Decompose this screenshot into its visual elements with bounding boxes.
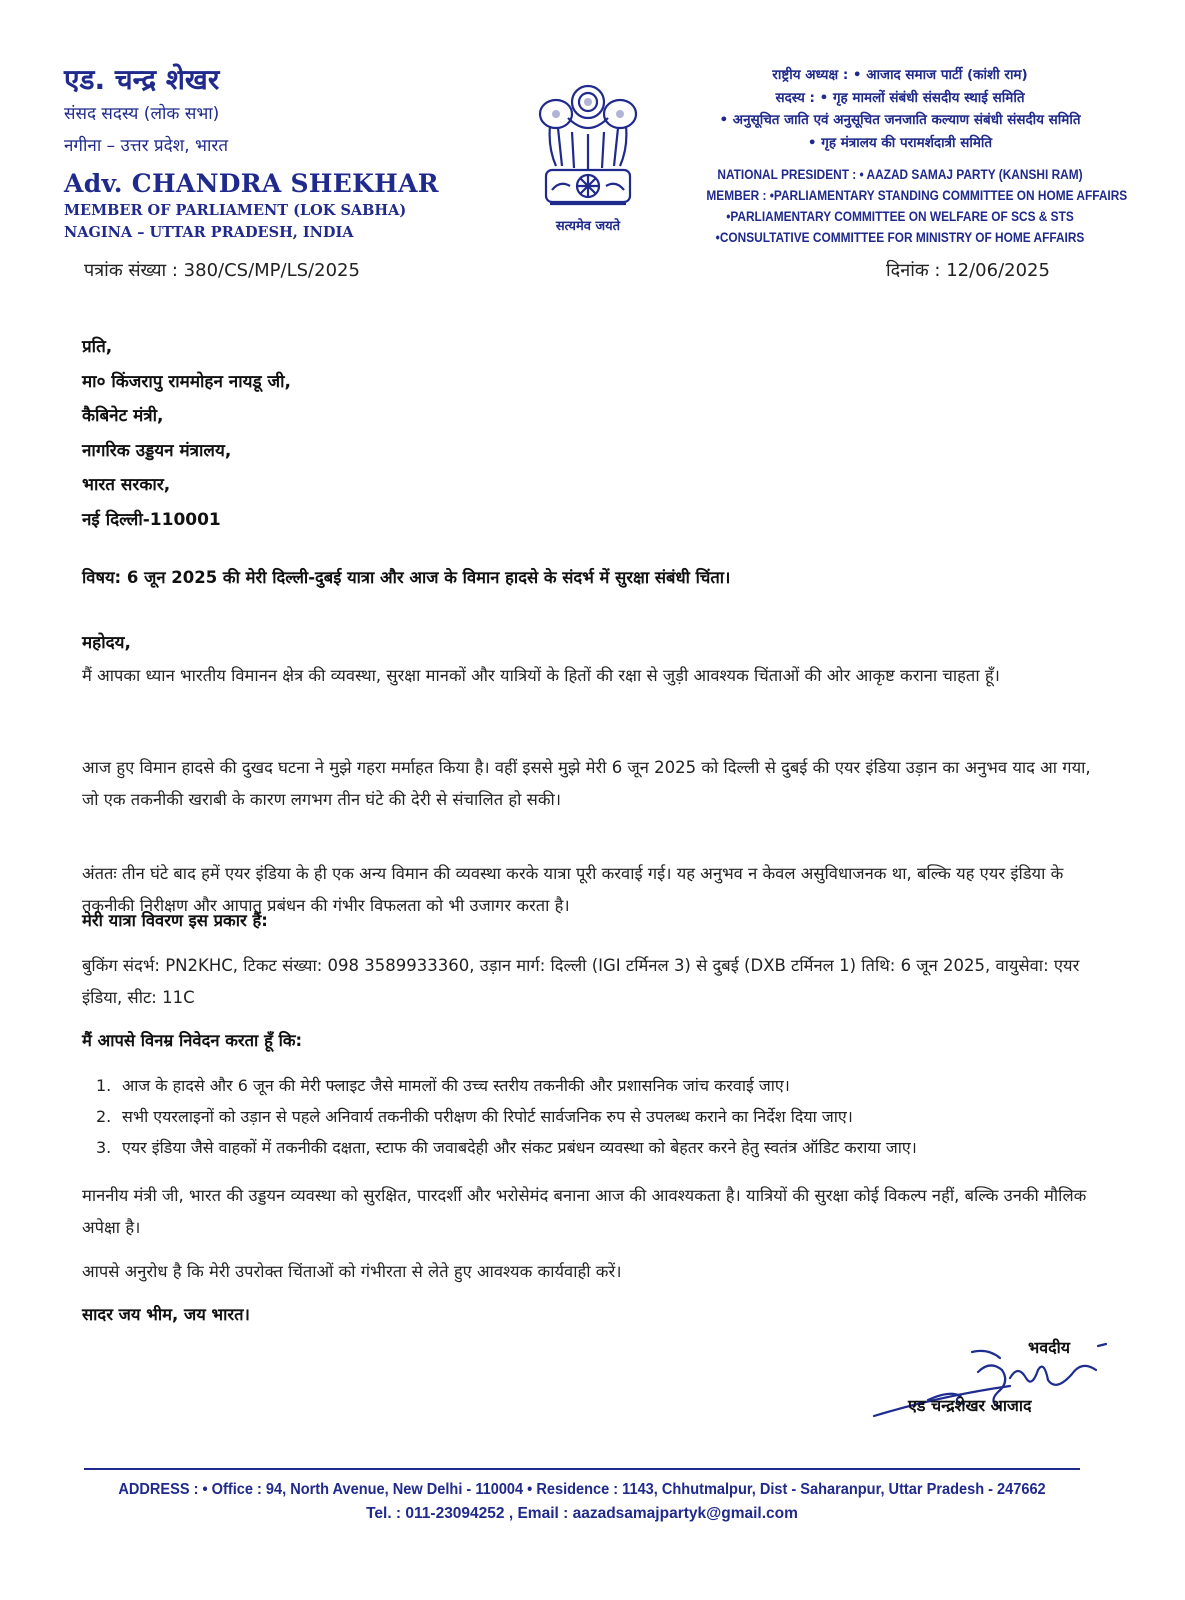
emblem-motto: सत्यमेव जयते	[555, 219, 621, 234]
valediction: भवदीय	[1028, 1338, 1071, 1357]
sender-name-hindi: एड. चन्द्र शेखर	[64, 63, 220, 96]
recipient-address	[82, 330, 291, 537]
footer-address: ADDRESS : • Office : 94, North Avenue, New Delhi - 110004 • Residence : 1143, Chhutmalpur, Dist - Saharanpur, Uttar Pradesh - 247662	[118, 1481, 1046, 1498]
recipient-line: नई दिल्ली-110001	[82, 509, 221, 530]
national-emblem-icon	[528, 74, 648, 214]
designation-hindi-line: सदस्य : • गृह मामलों संबंधी संसदीय स्थाई समिति	[775, 89, 1025, 106]
designation-english-line: NATIONAL PRESIDENT : • AAZAD SAMAJ PARTY (KANSHI RAM)	[717, 167, 1083, 182]
request-heading: मैं आपसे विनम्र निवेदन करता हूँ कि:	[82, 1031, 303, 1050]
body-paragraph: मैं आपका ध्यान भारतीय विमानन क्षेत्र की व्यवस्था, सुरक्षा मानकों और यात्रियों के हितों की रक्षा से जुड़ी आवश्यक चिंताओं की ओर आकृष्ट कराना चाहता हूँ।	[82, 666, 1000, 685]
signatory-name: एड चन्द्रशेखर आजाद	[908, 1396, 1032, 1415]
sender-title-hindi: संसद सदस्य (लोक सभा)	[64, 104, 220, 124]
letterhead-left	[64, 62, 439, 244]
designation-hindi-line: राष्ट्रीय अध्यक्ष : • आजाद समाज पार्टी (कांशी राम)	[772, 67, 1028, 83]
designation-english-line: •CONSULTATIVE COMMITTEE FOR MINISTRY OF HOME AFFAIRS	[715, 230, 1085, 245]
trip-details: बुकिंग संदर्भ: PN2KHC, टिकट संख्या: 098 3589933360, उड़ान मार्ग: दिल्ली (IGI टर्मिनल 3) से दुबई (DXB टर्मिनल 1) तिथि: 6 जून 2025, वायुसेवा: एयर इंडिया, सीट: 11C	[82, 956, 1080, 1007]
reference-number: पत्रांक संख्या : 380/CS/MP/LS/2025	[84, 260, 360, 281]
request-text: आज के हादसे और 6 जून की मेरी फ्लाइट जैसे मामलों की उच्च स्तरीय तकनीकी और प्रशासनिक जांच करवाई जाए।	[122, 1076, 790, 1095]
footer-contact: Tel. : 011-23094252 , Email : aazadsamajpartyk@gmail.com	[366, 1505, 798, 1522]
sender-place-english: NAGINA – UTTAR PRADESH, INDIA	[64, 224, 354, 241]
body-paragraph: अंततः तीन घंटे बाद हमें एयर इंडिया के ही एक अन्य विमान की व्यवस्था करके यात्रा पूरी करवाई गई। यह अनुभव न केवल असुविधाजनक था, बल्कि यह एयर इंडिया के तकनीकी निरीक्षण और आपात प्रबंधन की गंभीर विफलता को भी उजागर करता है।	[82, 864, 1064, 915]
request-item	[96, 1070, 917, 1101]
designation-english-line: •PARLIAMENTARY COMMITTEE ON WELFARE OF SCS & STS	[726, 209, 1074, 224]
recipient-line: भारत सरकार,	[82, 475, 171, 495]
request-text: सभी एयरलाइनों को उड़ान से पहले अनिवार्य तकनीकी परीक्षण की रिपोर्ट सार्वजनिक रुप से उपलब्ध कराने का निर्देश दिया जाए।	[122, 1107, 853, 1126]
recipient-line: मा० किंजरापु राममोहन नायडू जी,	[82, 371, 291, 392]
sender-place-hindi: नगीना – उत्तर प्रदेश, भारत	[64, 136, 229, 156]
salutation: महोदय,	[82, 633, 131, 653]
request-number: 2.	[96, 1107, 112, 1126]
emblem-block	[528, 74, 648, 234]
sender-title-english: MEMBER OF PARLIAMENT (LOK SABHA)	[64, 202, 407, 219]
request-item	[96, 1101, 917, 1132]
request-number: 1.	[96, 1076, 112, 1095]
recipient-line: कैबिनेट मंत्री,	[82, 406, 164, 426]
letter-date: दिनांक : 12/06/2025	[886, 260, 1050, 281]
letter-subject: विषय: 6 जून 2025 की मेरी दिल्ली-दुबई यात्रा और आज के विमान हादसे के संदर्भ में सुरक्षा संबंधी चिंता।	[82, 568, 731, 587]
body-paragraph: आपसे अनुरोध है कि मेरी उपरोक्त चिंताओं को गंभीरता से लेते हुए आवश्यक कार्यवाही करें।	[82, 1262, 622, 1281]
sender-name-english: Adv. CHANDRA SHEKHAR	[64, 169, 439, 198]
request-item	[96, 1132, 917, 1163]
designation-hindi-line: • गृह मंत्रालय की परामर्शदात्री समिति	[807, 134, 993, 151]
letterhead-right	[680, 64, 1128, 248]
body-paragraph: माननीय मंत्री जी, भारत की उड्डयन व्यवस्था को सुरक्षित, पारदर्शी और भरोसेमंद बनाना आज की आवश्यकता है। यात्रियों की सुरक्षा कोई विकल्प नहीं, बल्कि उनकी मौलिक अपेक्षा है।	[82, 1186, 1087, 1237]
recipient-line: नागरिक उड्डयन मंत्रालय,	[82, 440, 232, 461]
request-list	[96, 1070, 917, 1163]
request-text: एयर इंडिया जैसे वाहकों में तकनीकी दक्षता, स्टाफ की जवाबदेही और संकट प्रबंधन व्यवस्था को बेहतर करने हेतु स्वतंत्र ऑडिट कराया जाए।	[122, 1138, 917, 1157]
trip-details-heading: मेरी यात्रा विवरण इस प्रकार हैं:	[82, 911, 268, 930]
recipient-line: प्रति,	[82, 337, 113, 357]
body-paragraph: आज हुए विमान हादसे की दुखद घटना ने मुझे गहरा मर्माहत किया है। वहीं इससे मुझे मेरी 6 जून 2025 को दिल्ली से दुबई की एयर इंडिया उड़ान का अनुभव याद आ गया, जो एक तकनीकी खराबी के कारण लगभग तीन घंटे की देरी से संचालित हो सकी।	[82, 758, 1091, 809]
closing-line: सादर जय भीम, जय भारत।	[82, 1305, 250, 1324]
request-number: 3.	[96, 1138, 112, 1157]
designation-hindi-line: • अनुसूचित जाति एवं अनुसूचित जनजाति कल्याण संबंधी संसदीय समिति	[719, 112, 1081, 128]
footer	[84, 1478, 1080, 1526]
footer-divider	[84, 1468, 1080, 1470]
signature-block	[860, 1330, 1120, 1430]
designation-english-line: MEMBER : •PARLIAMENTARY STANDING COMMITTEE ON HOME AFFAIRS	[706, 188, 1128, 203]
